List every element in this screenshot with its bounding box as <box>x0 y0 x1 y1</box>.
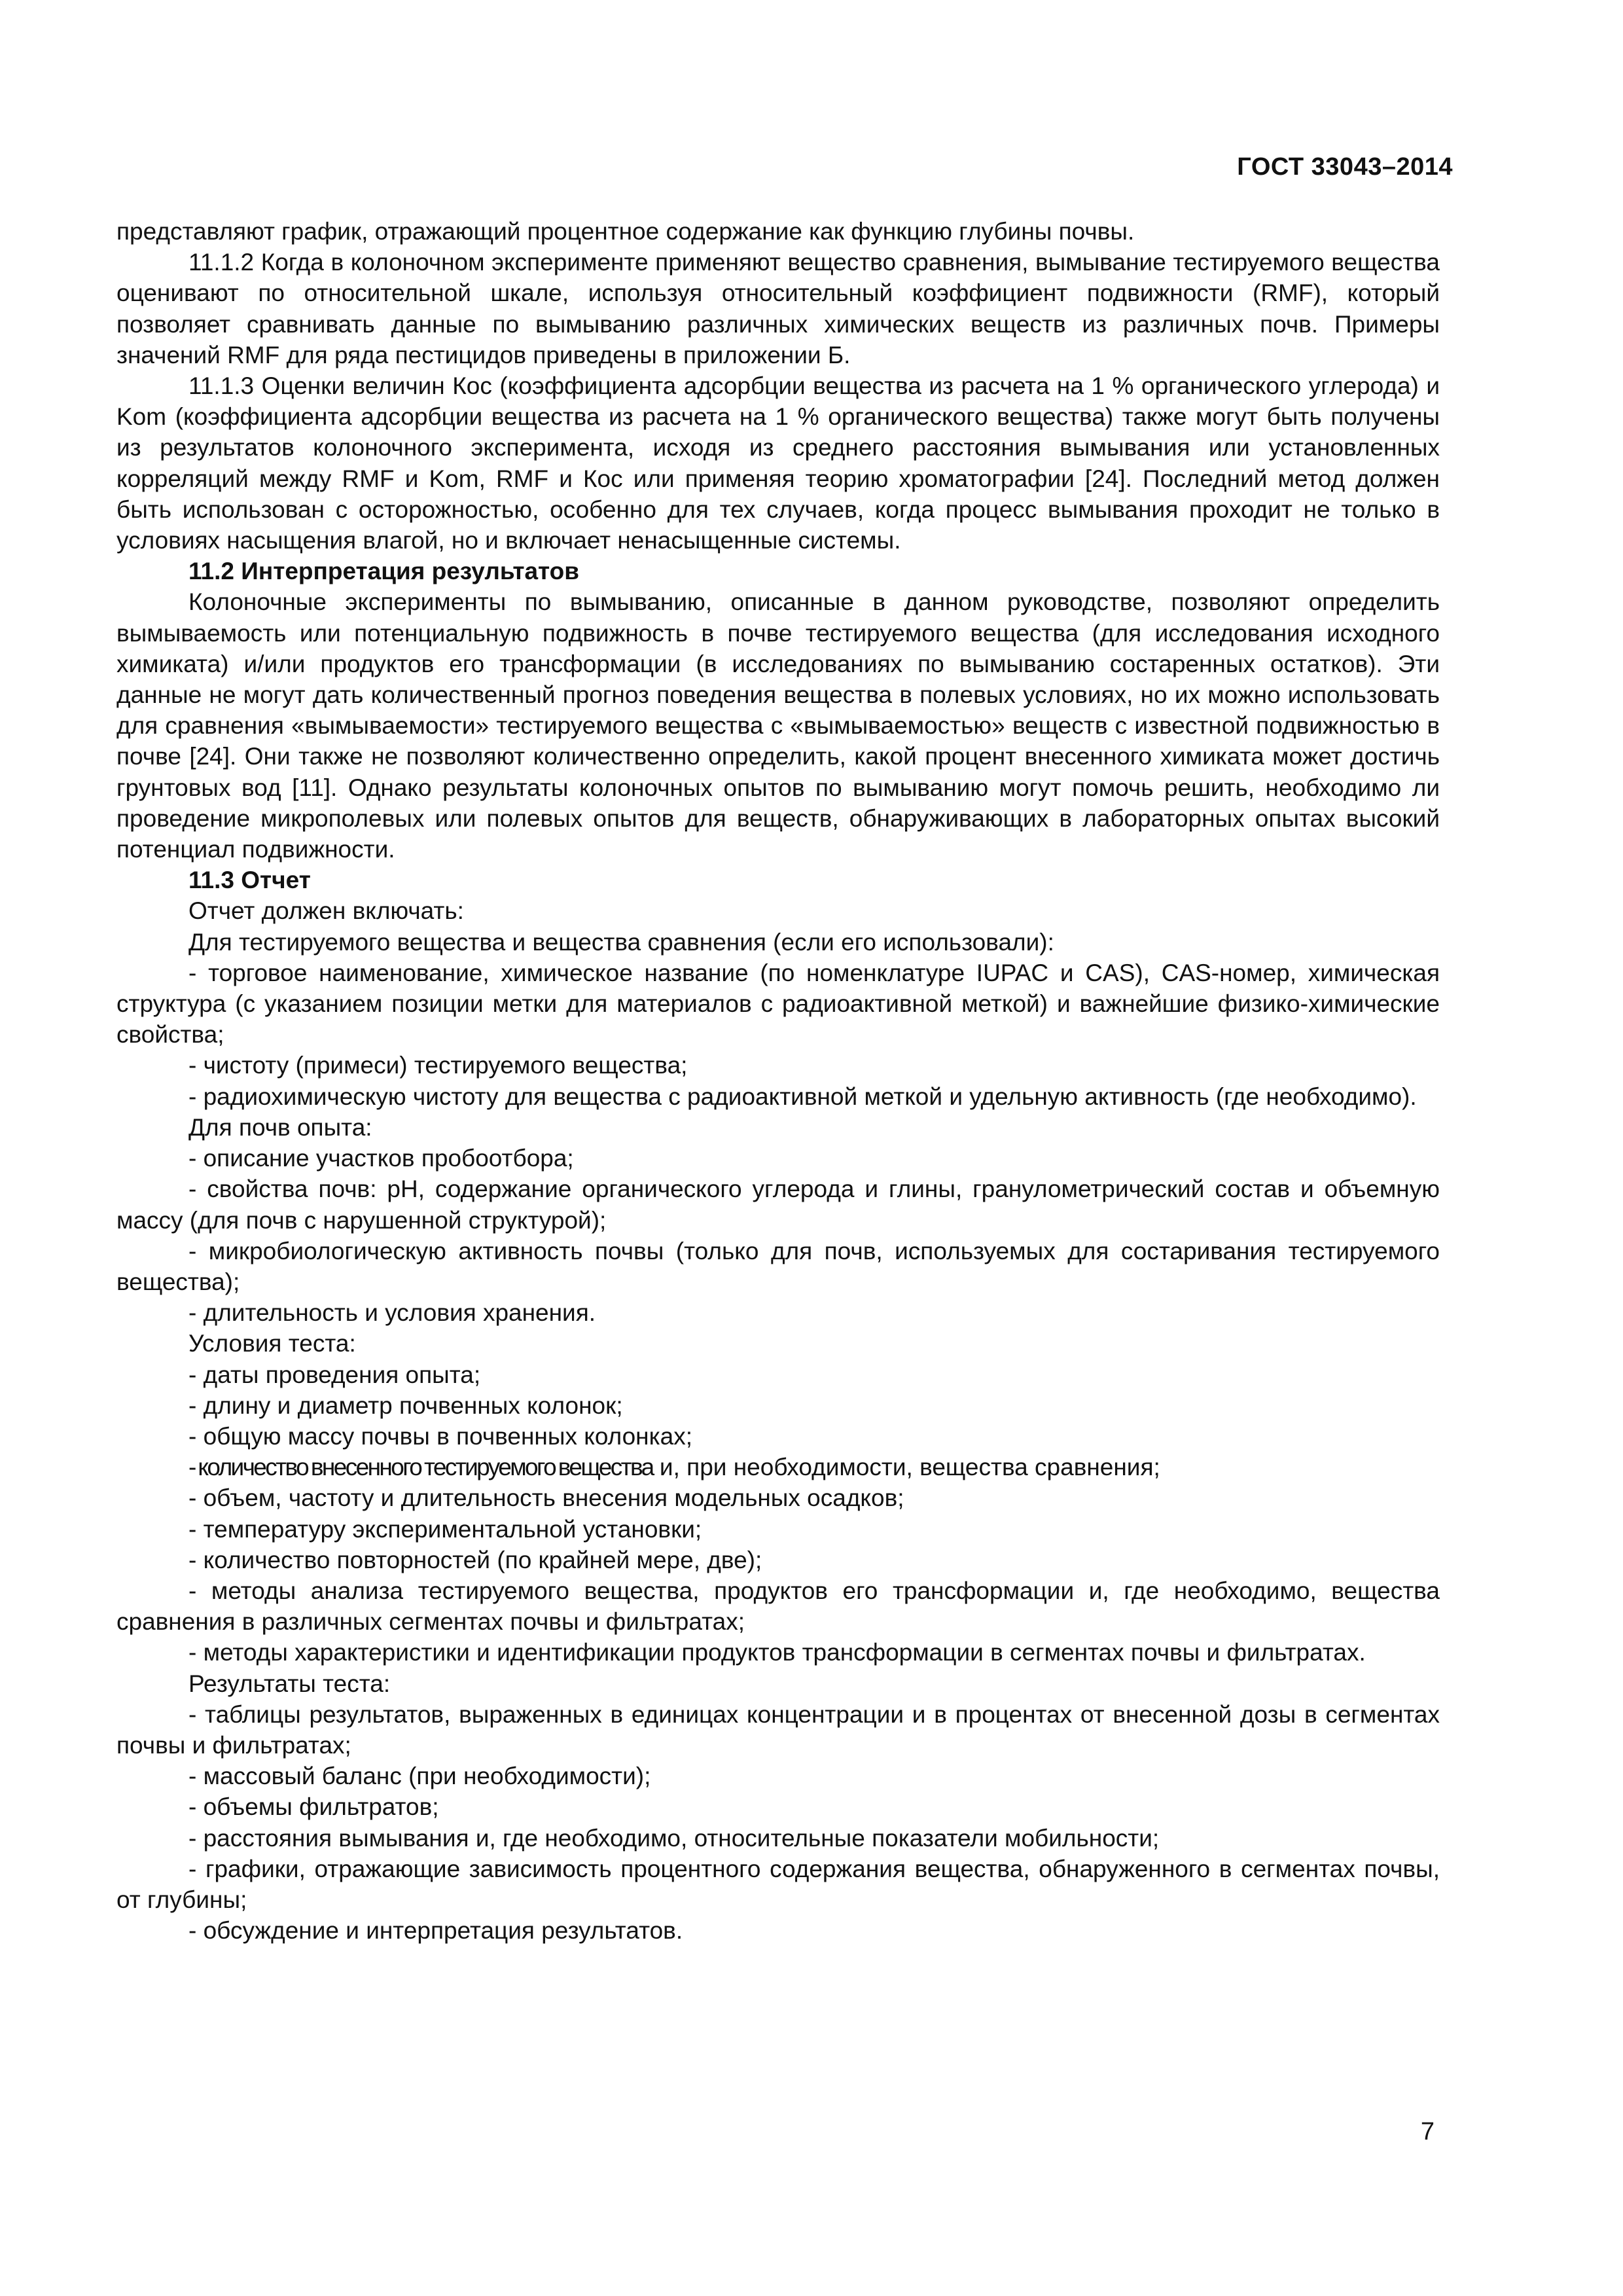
list-item: - расстояния вымывания и, где необходимо, относительные показатели мобильности; <box>188 1824 1160 1852</box>
list-item: - торговое наименование, химическое название (по номенклатуре IUPAC и CAS), CAS-номер, химическая структура (с указанием позиции метки для материалов с радиоактивной меткой) и важнейшие физико-химические свойства; <box>116 959 1440 1049</box>
list-item: - даты проведения опыта; <box>188 1361 481 1388</box>
list-item: - обсуждение и интерпретация результатов. <box>188 1917 683 1945</box>
list-item: - графики, отражающие зависимость процентного содержания вещества, обнаруженного в сегментах почвы, от глубины; <box>116 1855 1440 1913</box>
list-item: - температуру экспериментальной установки; <box>188 1515 702 1543</box>
list-item: - таблицы результатов, выраженных в единицах концентрации и в процентах от внесенной дозы в сегментах почвы и фильтратах; <box>116 1700 1440 1759</box>
list-item: - методы характеристики и идентификации продуктов трансформации в сегментах почвы и фильтратах. <box>188 1639 1366 1666</box>
section-heading-interpretation: 11.2 Интерпретация результатов <box>188 558 580 585</box>
clause-11-1-2: 11.1.2 Когда в колоночном эксперименте применяют вещество сравнения, вымывание тестируемого вещества оценивают по относительной шкале, используя относительный коэффициент подвижности (RMF), который позволяет сравнивать данные по вымыванию различных химических веществ из различных почв. Примеры значений RMF для ряда пестицидов приведены в приложении Б. <box>116 249 1440 368</box>
report-intro: Отчет должен включать: <box>188 897 464 925</box>
subsection-label-substance: Для тестируемого вещества и вещества сравнения (если его использовали): <box>188 928 1054 956</box>
body-paragraph: представляют график, отражающий процентное содержание как функцию глубины почвы. <box>116 218 1135 245</box>
interpretation-paragraph: Колоночные эксперименты по вымыванию, описанные в данном руководстве, позволяют определить вымываемость или потенциальную подвижность в почве тестируемого вещества (для исследования исходного химиката) и/или продуктов его трансформации (в исследованиях по вымыванию состаренных остатков). Эти данные не могут дать количественный прогноз поведения вещества в полевых условиях, но их можно использовать для сравнения «вымываемости» тестируемого вещества с «вымываемостью» веществ с известной подвижностью в почве [24]. Они также не позволяют количественно определить, какой процент внесенного химиката может достичь грунтовых вод [11]. Однако результаты колоночных опытов по вымыванию могут помочь решить, необходимо ли проведение микрополевых или полевых опытов для веществ, обнаруживающих в лабораторных опытах высокий потенциал подвижности. <box>116 588 1440 863</box>
list-item-tail: и, при необходимости, вещества сравнения; <box>652 1454 1160 1481</box>
list-item <box>116 1452 1440 1482</box>
list-item: - объемы фильтратов; <box>188 1793 439 1821</box>
list-item: - объем, частоту и длительность внесения модельных осадков; <box>188 1484 904 1512</box>
list-item: - количество повторностей (по крайней мере, две); <box>188 1546 762 1573</box>
subsection-label-results: Результаты теста: <box>188 1670 391 1697</box>
page-number: 7 <box>1420 2118 1435 2145</box>
clause-11-1-3: 11.1.3 Оценки величин Кос (коэффициента адсорбции вещества из расчета на 1 % органического углерода) и Kom (коэффициента адсорбции вещества из расчета на 1 % органического вещества) также могут быть получены из результатов колоночного эксперимента, исходя из среднего расстояния вымывания или установленных корреляций между RMF и Kom, RMF и Кос или применяя теорию хроматографии [24]. Последний метод должен быть использован с осторожностью, особенно для тех случаев, когда процесс вымывания проходит не только в условиях насыщения влагой, но и включает ненасыщенные системы. <box>116 372 1440 554</box>
list-item: - методы анализа тестируемого вещества, продуктов его трансформации и, где необходимо, вещества сравнения в различных сегментах почвы и фильтратах; <box>116 1577 1440 1636</box>
list-item: - чистоту (примеси) тестируемого вещества; <box>188 1052 688 1079</box>
list-item: - массовый баланс (при необходимости); <box>188 1763 651 1790</box>
section-heading-report: 11.3 Отчет <box>188 867 311 894</box>
list-item: - радиохимическую чистоту для вещества с радиоактивной меткой и удельную активность (где необходимо). <box>188 1083 1417 1110</box>
list-item: - описание участков пробоотбора; <box>188 1145 574 1172</box>
subsection-label-soils: Для почв опыта: <box>188 1113 372 1141</box>
list-item: - свойства почв: рН, содержание органического углерода и глины, гранулометрический состав и объемную массу (для почв с нарушенной структурой); <box>116 1175 1440 1234</box>
list-item: - микробиологическую активность почвы (только для почв, используемых для состаривания тестируемого вещества); <box>116 1237 1440 1295</box>
condensed-text: - количество внесенного тестируемого вещества <box>188 1454 653 1481</box>
list-item: - общую массу почвы в почвенных колонках; <box>188 1422 692 1450</box>
subsection-label-conditions: Условия теста: <box>188 1330 356 1357</box>
list-item: - длину и диаметр почвенных колонок; <box>188 1391 623 1419</box>
document-body <box>116 216 1440 1946</box>
document-standard-number: ГОСТ 33043–2014 <box>1237 153 1453 181</box>
list-item: - длительность и условия хранения. <box>188 1299 596 1327</box>
